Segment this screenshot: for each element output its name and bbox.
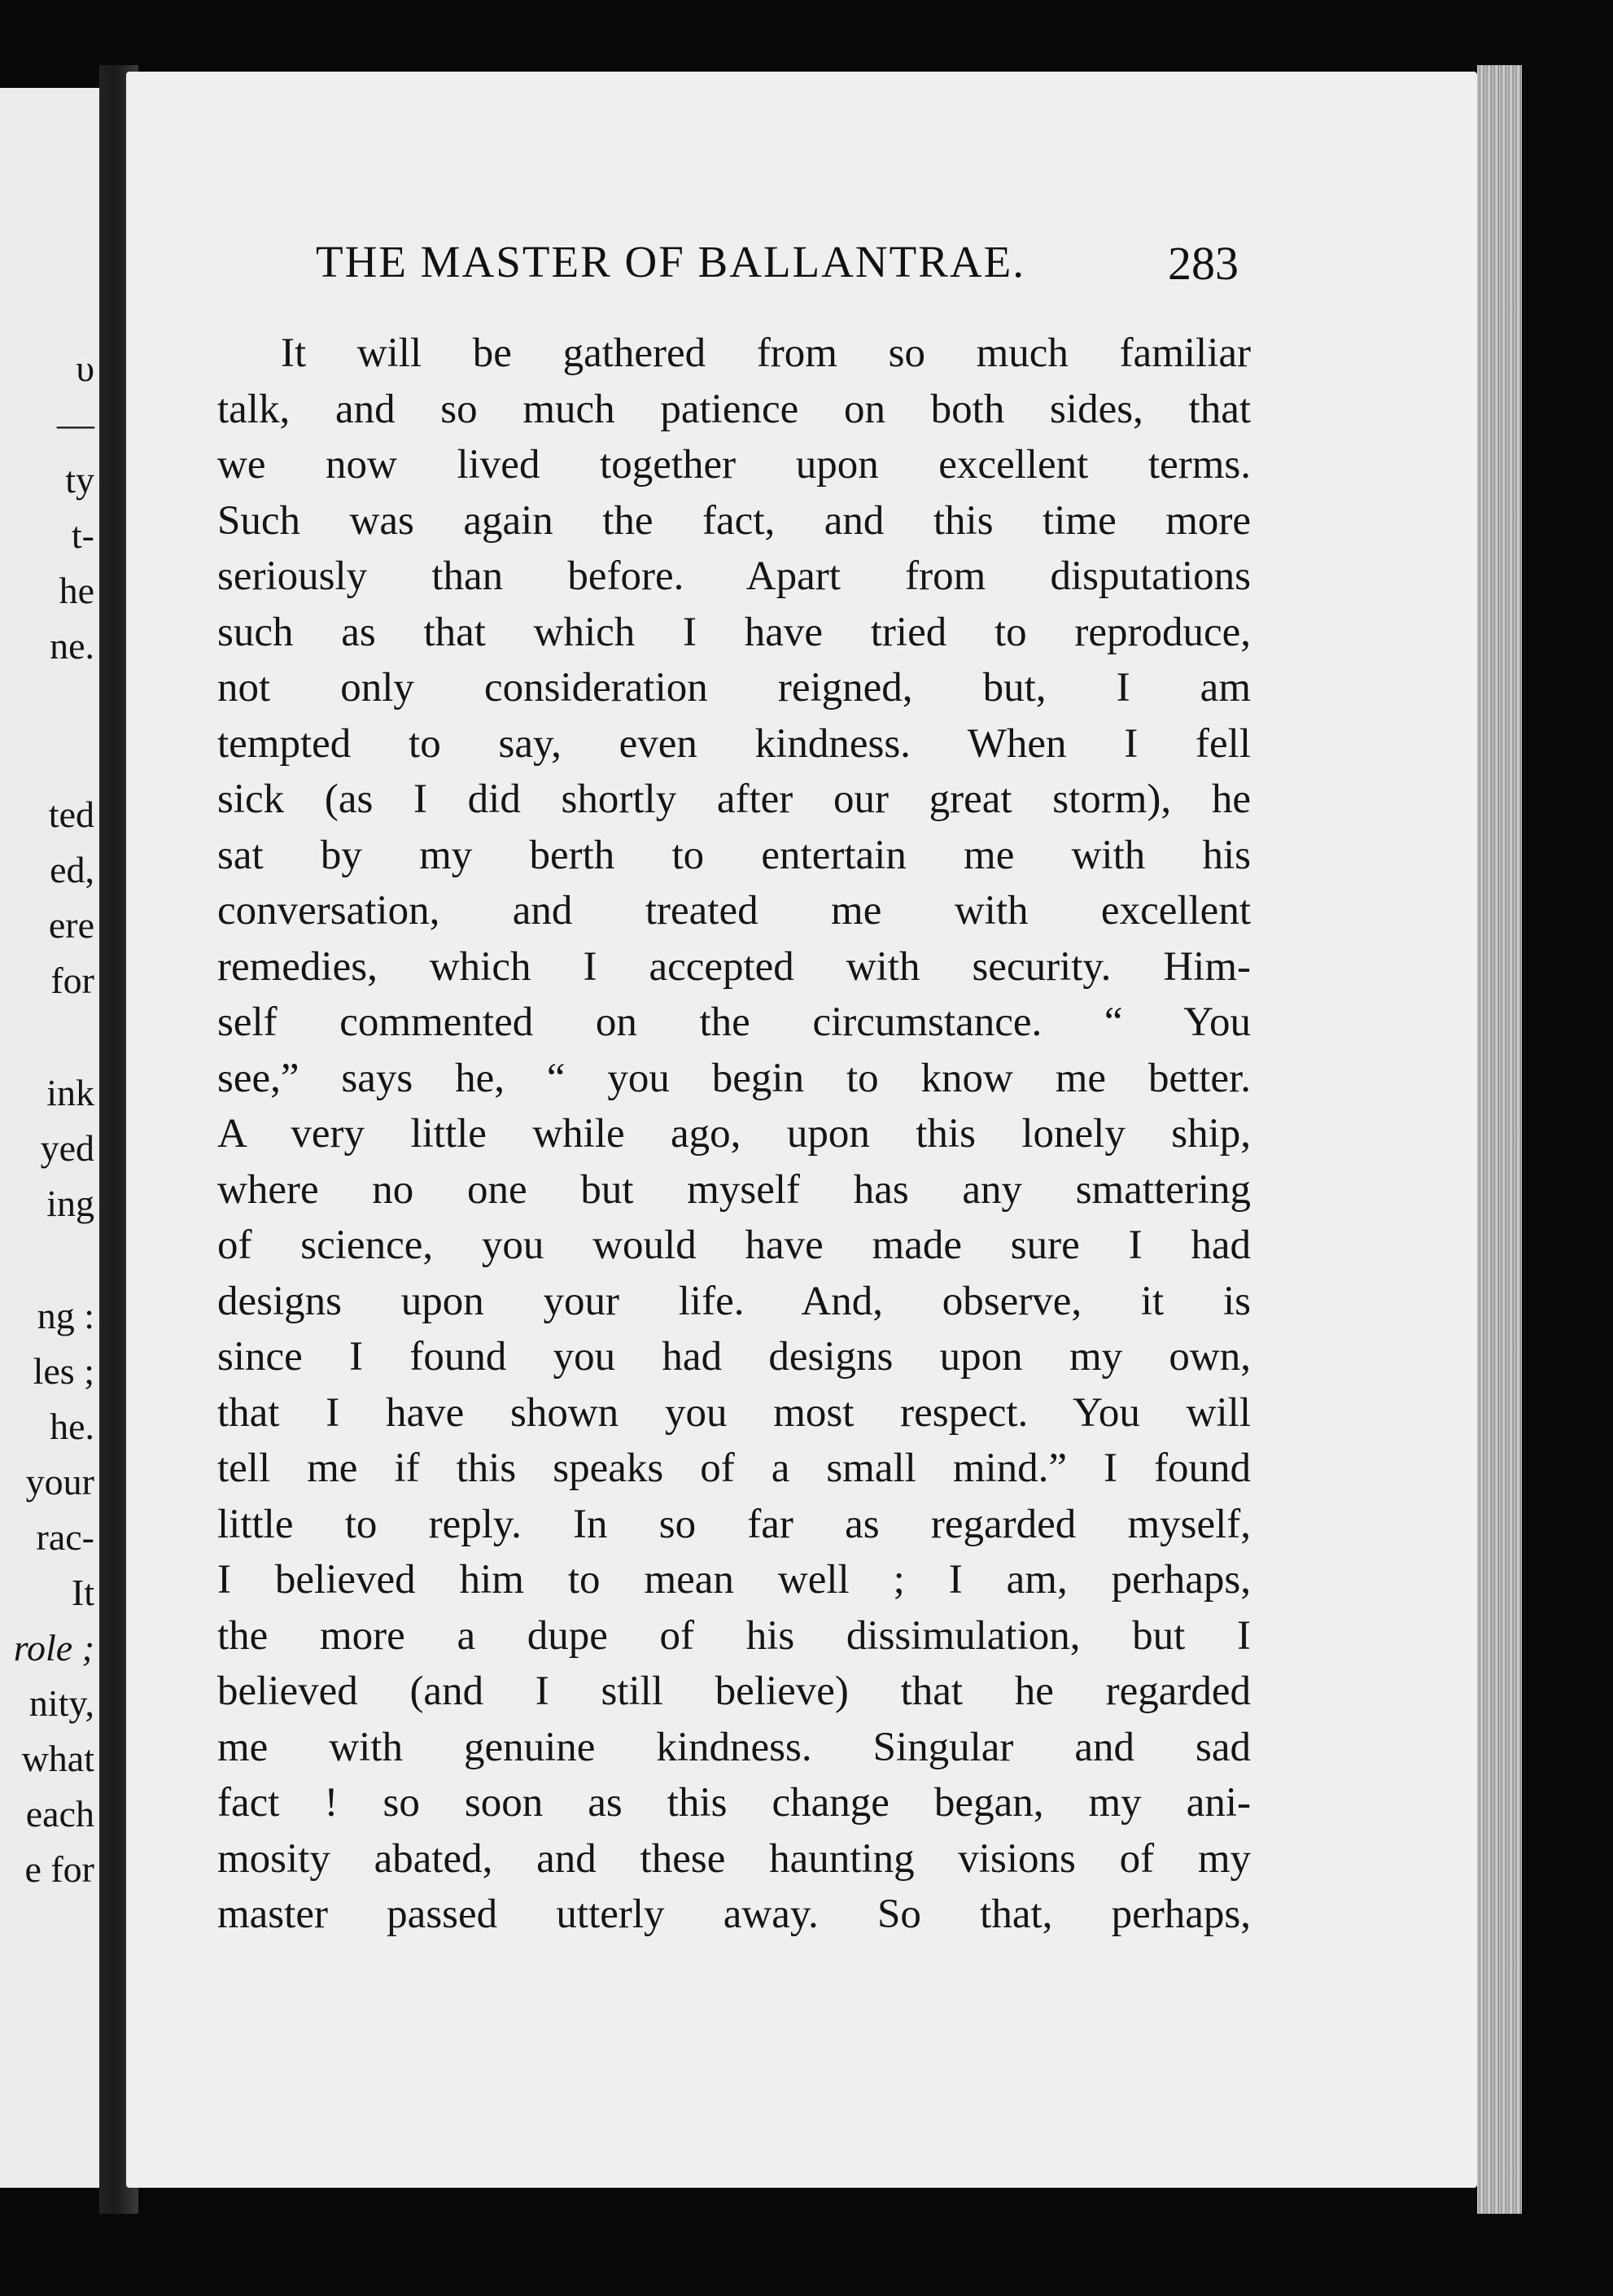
running-head: THE MASTER OF BALLANTRAE. bbox=[316, 237, 1025, 286]
text-line: sick (as I did shortly after our great storm), he bbox=[217, 776, 1251, 822]
facing-page-fragment bbox=[0, 88, 99, 2188]
facing-page-word-fragment: t- bbox=[71, 514, 94, 556]
facing-page-word-fragment: ne. bbox=[50, 625, 94, 667]
text-line: we now lived together upon excellent terms. bbox=[217, 442, 1251, 488]
facing-page-word-fragment: ink bbox=[46, 1072, 94, 1113]
text-line: that I have shown you most respect. You will bbox=[217, 1389, 1251, 1436]
facing-page-word-fragment: ty bbox=[65, 459, 94, 501]
body-text bbox=[217, 326, 1251, 1943]
text-line: talk, and so much patience on both sides, that bbox=[217, 386, 1251, 432]
text-line: I believed him to mean well ; I am, perhaps, bbox=[217, 1557, 1251, 1603]
facing-page-word-fragment: ted bbox=[48, 794, 94, 835]
facing-page-word-fragment: les ; bbox=[33, 1350, 94, 1392]
text-line: since I found you had designs upon my own, bbox=[217, 1334, 1251, 1380]
page-edges bbox=[1477, 65, 1522, 2214]
facing-page-word-fragment: ere bbox=[48, 904, 94, 946]
text-line: where no one but myself has any smattering bbox=[217, 1166, 1251, 1213]
facing-page-word-fragment: — bbox=[57, 403, 94, 444]
text-line: see,” says he, “ you begin to know me better. bbox=[217, 1055, 1251, 1101]
text-line: sat by my berth to entertain me with his bbox=[217, 832, 1251, 878]
text-line: me with genuine kindness. Singular and sad bbox=[217, 1724, 1251, 1770]
text-line: believed (and I still believe) that he regarded bbox=[217, 1668, 1251, 1714]
facing-page-word-fragment: for bbox=[50, 960, 94, 1001]
page-number: 283 bbox=[1168, 237, 1239, 290]
facing-page-word-fragment: rac- bbox=[36, 1516, 94, 1558]
facing-page-word-fragment: nity, bbox=[28, 1682, 94, 1724]
text-line: self commented on the circumstance. “ You bbox=[217, 999, 1251, 1045]
text-line: A very little while ago, upon this lonely ship, bbox=[217, 1111, 1251, 1157]
text-line: of science, you would have made sure I had bbox=[217, 1222, 1251, 1268]
facing-page-word-fragment: your bbox=[25, 1461, 94, 1502]
text-line: not only consideration reigned, but, I am bbox=[217, 665, 1251, 711]
facing-page-word-fragment: ing bbox=[46, 1183, 94, 1224]
text-line: remedies, which I accepted with security. Him- bbox=[217, 943, 1251, 990]
facing-page-word-fragment: yed bbox=[40, 1127, 94, 1169]
facing-page-word-fragment: ed, bbox=[50, 849, 94, 890]
facing-page-word-fragment: υ bbox=[76, 348, 94, 389]
facing-page-word-fragment: what bbox=[21, 1738, 94, 1779]
text-line: seriously than before. Apart from disputations bbox=[217, 553, 1251, 599]
text-line: little to reply. In so far as regarded myself, bbox=[217, 1501, 1251, 1547]
text-line: Such was again the fact, and this time more bbox=[217, 497, 1251, 544]
text-line: conversation, and treated me with excellent bbox=[217, 888, 1251, 934]
facing-page-word-fragment: role ; bbox=[13, 1627, 94, 1668]
text-line: fact ! so soon as this change began, my ani- bbox=[217, 1780, 1251, 1826]
text-line: It will be gathered from so much familiar bbox=[281, 330, 1251, 376]
text-line: master passed utterly away. So that, perhaps, bbox=[217, 1891, 1251, 1937]
text-line: designs upon your life. And, observe, it is bbox=[217, 1278, 1251, 1324]
facing-page-word-fragment: each bbox=[25, 1793, 94, 1835]
text-line: mosity abated, and these haunting visions of my bbox=[217, 1835, 1251, 1882]
text-line: the more a dupe of his dissimulation, but I bbox=[217, 1612, 1251, 1659]
facing-page-word-fragment: he bbox=[59, 570, 94, 611]
facing-page-word-fragment: he. bbox=[50, 1406, 94, 1447]
text-line: tell me if this speaks of a small mind.” I found bbox=[217, 1445, 1251, 1491]
facing-page-word-fragment: It bbox=[71, 1572, 94, 1613]
text-line: tempted to say, even kindness. When I fell bbox=[217, 720, 1251, 767]
facing-page-word-fragment: e for bbox=[24, 1848, 94, 1890]
text-line: such as that which I have tried to reproduce, bbox=[217, 609, 1251, 655]
facing-page-word-fragment: ng : bbox=[37, 1295, 94, 1336]
